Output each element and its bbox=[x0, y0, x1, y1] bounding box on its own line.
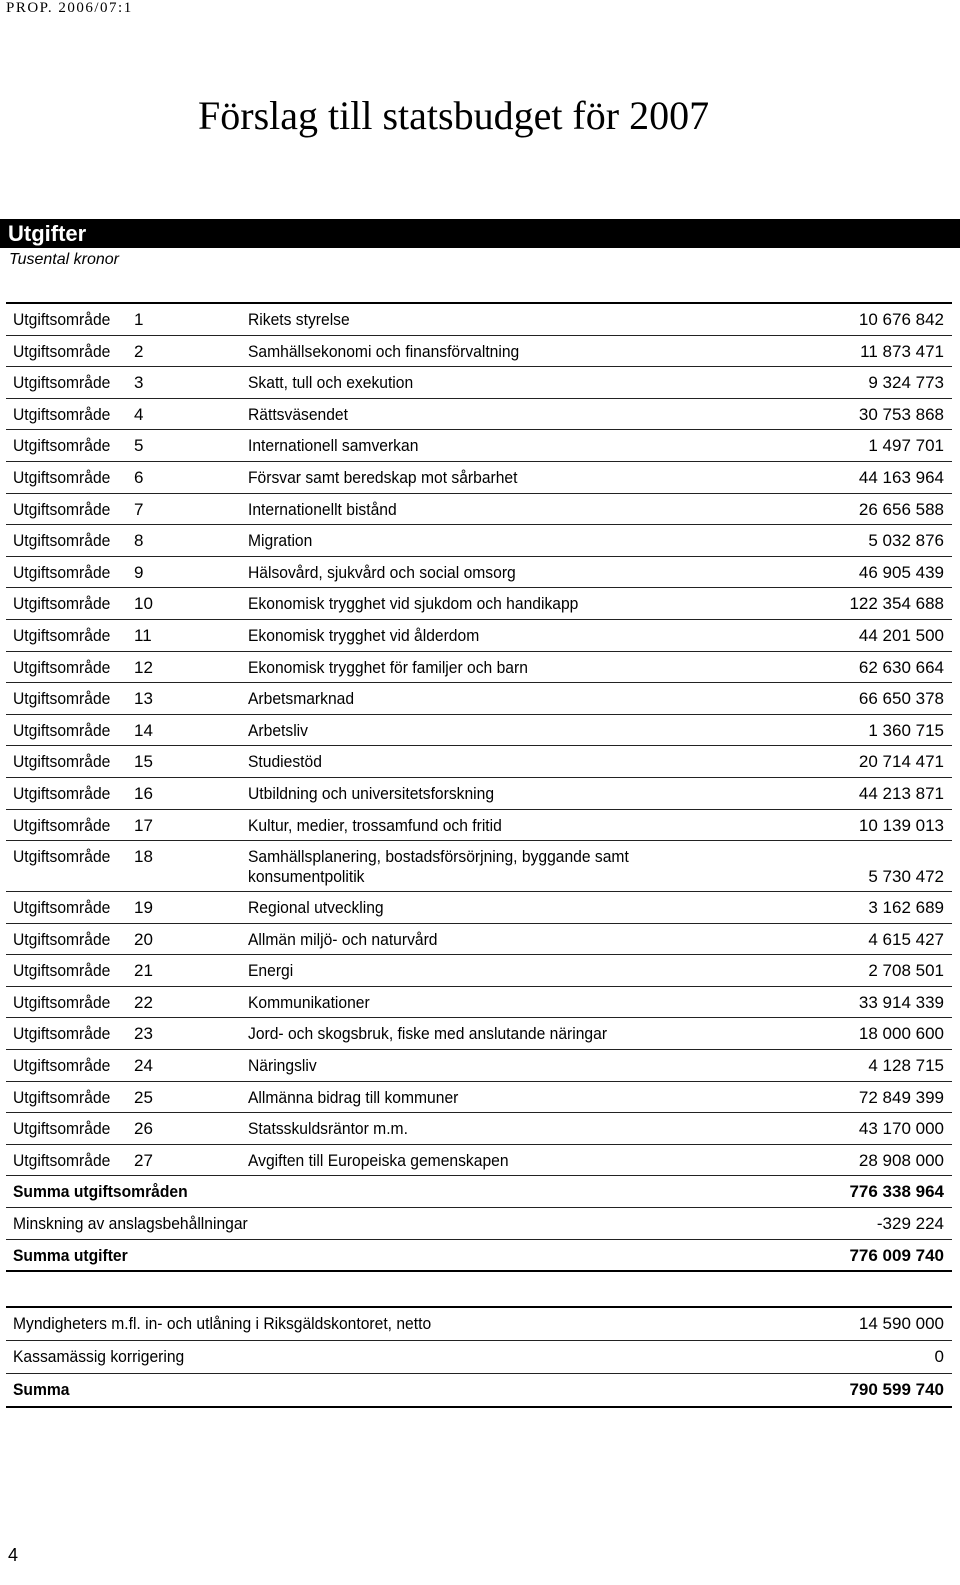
table-row bbox=[6, 494, 952, 526]
area-amount: 5 730 472 bbox=[868, 867, 944, 887]
table-row bbox=[6, 746, 952, 778]
lending-label: Myndigheters m.fl. in- och utlåning i Riksgäldskontoret, netto bbox=[13, 1314, 432, 1333]
area-description: Migration bbox=[248, 531, 313, 551]
area-number: 13 bbox=[134, 689, 153, 709]
area-number: 2 bbox=[134, 341, 144, 361]
area-description: Allmän miljö- och naturvård bbox=[248, 929, 438, 949]
area-number: 22 bbox=[134, 992, 153, 1012]
table-row bbox=[6, 620, 952, 652]
page-title: Förslag till statsbudget för 2007 bbox=[198, 93, 710, 138]
lending-amount: 14 590 000 bbox=[858, 1314, 944, 1333]
area-number: 5 bbox=[134, 436, 144, 456]
area-amount: 44 201 500 bbox=[858, 625, 944, 645]
area-label: Utgiftsområde bbox=[13, 689, 111, 709]
area-label: Utgiftsområde bbox=[13, 961, 111, 981]
area-number: 9 bbox=[134, 562, 144, 582]
area-number: 14 bbox=[134, 720, 153, 740]
area-description: Samhällsplanering, bostadsförsörjning, byggande samt konsumentpolitik bbox=[248, 847, 629, 887]
unit-subtitle: Tusental kronor bbox=[9, 251, 119, 268]
area-description: Ekonomisk trygghet för familjer och barn bbox=[248, 657, 528, 677]
document-reference: PROP. 2006/07:1 bbox=[6, 0, 133, 16]
table-row bbox=[6, 367, 952, 399]
lending-row bbox=[6, 1374, 952, 1408]
summary-label: Summa utgiftsområden bbox=[13, 1182, 188, 1202]
area-amount: 10 139 013 bbox=[858, 815, 944, 835]
area-label: Utgiftsområde bbox=[13, 467, 111, 487]
lending-label: Summa bbox=[13, 1380, 70, 1399]
area-description: Regional utveckling bbox=[248, 898, 384, 918]
area-label: Utgiftsområde bbox=[13, 1087, 111, 1107]
area-number: 11 bbox=[134, 625, 152, 645]
area-number: 26 bbox=[134, 1119, 153, 1139]
area-amount: 30 753 868 bbox=[858, 404, 944, 424]
area-description: Energi bbox=[248, 961, 294, 981]
area-number: 18 bbox=[134, 847, 153, 867]
summary-amount: 776 338 964 bbox=[849, 1182, 944, 1202]
summary-amount: 776 009 740 bbox=[849, 1245, 944, 1265]
area-number: 6 bbox=[134, 467, 144, 487]
area-number: 19 bbox=[134, 898, 153, 918]
area-amount: 62 630 664 bbox=[858, 657, 944, 677]
area-description: Jord- och skogsbruk, fiske med anslutande näringar bbox=[248, 1024, 608, 1044]
area-number: 20 bbox=[134, 929, 153, 949]
table-row bbox=[6, 399, 952, 431]
area-number: 27 bbox=[134, 1150, 153, 1170]
table-row bbox=[6, 1113, 952, 1145]
table-row bbox=[6, 1018, 952, 1050]
area-amount: 1 497 701 bbox=[868, 436, 944, 456]
area-label: Utgiftsområde bbox=[13, 1119, 111, 1139]
table-row bbox=[6, 810, 952, 842]
area-label: Utgiftsområde bbox=[13, 404, 111, 424]
area-label: Utgiftsområde bbox=[13, 436, 111, 456]
area-amount: 44 163 964 bbox=[858, 467, 944, 487]
area-number: 15 bbox=[134, 752, 153, 772]
area-label: Utgiftsområde bbox=[13, 562, 111, 582]
table-row bbox=[6, 892, 952, 924]
area-description: Internationellt bistånd bbox=[248, 499, 397, 519]
table-row bbox=[6, 525, 952, 557]
area-label: Utgiftsområde bbox=[13, 898, 111, 918]
area-amount: 9 324 773 bbox=[868, 373, 944, 393]
area-description: Allmänna bidrag till kommuner bbox=[248, 1087, 459, 1107]
section-header-bar bbox=[0, 219, 960, 248]
table-row bbox=[6, 1050, 952, 1082]
area-number: 25 bbox=[134, 1087, 153, 1107]
area-label: Utgiftsområde bbox=[13, 310, 111, 329]
area-label: Utgiftsområde bbox=[13, 373, 111, 393]
lending-table bbox=[6, 1306, 952, 1408]
area-description: Internationell samverkan bbox=[248, 436, 419, 456]
area-number: 21 bbox=[134, 961, 153, 981]
area-description: Arbetsliv bbox=[248, 720, 308, 740]
area-amount: 1 360 715 bbox=[868, 720, 944, 740]
area-number: 16 bbox=[134, 783, 153, 803]
table-row bbox=[6, 924, 952, 956]
area-amount: 66 650 378 bbox=[858, 689, 944, 709]
area-amount: 2 708 501 bbox=[868, 961, 944, 981]
area-amount: 44 213 871 bbox=[858, 783, 944, 803]
area-label: Utgiftsområde bbox=[13, 992, 111, 1012]
area-label: Utgiftsområde bbox=[13, 531, 111, 551]
table-row bbox=[6, 588, 952, 620]
area-label: Utgiftsområde bbox=[13, 929, 111, 949]
table-row bbox=[6, 652, 952, 684]
area-description: Samhällsekonomi och finansförvaltning bbox=[248, 341, 520, 361]
lending-amount: 0 bbox=[934, 1347, 944, 1366]
summary-label: Minskning av anslagsbehållningar bbox=[13, 1214, 248, 1234]
table-row bbox=[6, 304, 952, 336]
area-amount: 18 000 600 bbox=[858, 1024, 944, 1044]
area-label: Utgiftsområde bbox=[13, 657, 111, 677]
page-number: 4 bbox=[8, 1545, 19, 1565]
lending-row bbox=[6, 1308, 952, 1341]
area-label: Utgiftsområde bbox=[13, 594, 111, 614]
summary-row bbox=[6, 1208, 952, 1240]
area-amount: 46 905 439 bbox=[858, 562, 944, 582]
area-description: Hälsovård, sjukvård och social omsorg bbox=[248, 562, 516, 582]
area-description: Försvar samt beredskap mot sårbarhet bbox=[248, 467, 518, 487]
summary-amount: -329 224 bbox=[876, 1214, 944, 1234]
area-description: Ekonomisk trygghet vid ålderdom bbox=[248, 625, 480, 645]
lending-amount: 790 599 740 bbox=[849, 1380, 944, 1399]
area-amount: 20 714 471 bbox=[858, 752, 944, 772]
area-description: Skatt, tull och exekution bbox=[248, 373, 414, 393]
area-description: Utbildning och universitetsforskning bbox=[248, 783, 495, 803]
table-row bbox=[6, 1082, 952, 1114]
area-amount: 33 914 339 bbox=[858, 992, 944, 1012]
area-number: 24 bbox=[134, 1056, 153, 1076]
area-description: Kultur, medier, trossamfund och fritid bbox=[248, 815, 502, 835]
area-description: Kommunikationer bbox=[248, 992, 370, 1012]
area-number: 10 bbox=[134, 594, 153, 614]
area-label: Utgiftsområde bbox=[13, 625, 111, 645]
section-label: Utgifter bbox=[8, 221, 87, 246]
summary-row bbox=[6, 1240, 952, 1273]
lending-row bbox=[6, 1341, 952, 1374]
area-number: 7 bbox=[134, 499, 144, 519]
area-amount: 4 615 427 bbox=[868, 929, 944, 949]
area-number: 23 bbox=[134, 1024, 153, 1044]
area-label: Utgiftsområde bbox=[13, 783, 111, 803]
area-amount: 3 162 689 bbox=[868, 898, 944, 918]
area-description: Avgiften till Europeiska gemenskapen bbox=[248, 1150, 509, 1170]
area-label: Utgiftsområde bbox=[13, 499, 111, 519]
summary-label: Summa utgifter bbox=[13, 1245, 128, 1265]
area-description: Rättsväsendet bbox=[248, 404, 348, 424]
area-label: Utgiftsområde bbox=[13, 1150, 111, 1170]
table-row bbox=[6, 557, 952, 589]
table-row bbox=[6, 715, 952, 747]
area-number: 3 bbox=[134, 373, 144, 393]
area-label: Utgiftsområde bbox=[13, 752, 111, 772]
area-amount: 11 873 471 bbox=[860, 341, 944, 361]
area-description: Rikets styrelse bbox=[248, 310, 350, 329]
table-row bbox=[6, 1145, 952, 1177]
area-label: Utgiftsområde bbox=[13, 815, 111, 835]
table-row bbox=[6, 955, 952, 987]
table-row bbox=[6, 778, 952, 810]
area-number: 12 bbox=[134, 657, 153, 677]
area-description: Studiestöd bbox=[248, 752, 322, 772]
table-row bbox=[6, 987, 952, 1019]
area-label: Utgiftsområde bbox=[13, 341, 111, 361]
area-label: Utgiftsområde bbox=[13, 1024, 111, 1044]
area-amount: 28 908 000 bbox=[858, 1150, 944, 1170]
area-number: 8 bbox=[134, 531, 144, 551]
area-amount: 72 849 399 bbox=[858, 1087, 944, 1107]
area-label: Utgiftsområde bbox=[13, 720, 111, 740]
area-label: Utgiftsområde bbox=[13, 847, 111, 867]
area-label: Utgiftsområde bbox=[13, 1056, 111, 1076]
area-amount: 43 170 000 bbox=[858, 1119, 944, 1139]
summary-row bbox=[6, 1176, 952, 1208]
area-description: Arbetsmarknad bbox=[248, 689, 355, 709]
table-row bbox=[6, 683, 952, 715]
area-amount: 4 128 715 bbox=[868, 1056, 944, 1076]
table-row bbox=[6, 336, 952, 368]
area-description: Näringsliv bbox=[248, 1056, 317, 1076]
area-description: Statsskuldsräntor m.m. bbox=[248, 1119, 408, 1139]
area-number: 1 bbox=[134, 310, 144, 329]
area-amount: 5 032 876 bbox=[868, 531, 944, 551]
table-row bbox=[6, 462, 952, 494]
area-description: Ekonomisk trygghet vid sjukdom och handikapp bbox=[248, 594, 579, 614]
table-row bbox=[6, 841, 952, 892]
table-row bbox=[6, 430, 952, 462]
expenditure-table bbox=[6, 302, 952, 1272]
area-amount: 10 676 842 bbox=[858, 310, 944, 329]
lending-label: Kassamässig korrigering bbox=[13, 1347, 185, 1366]
area-amount: 26 656 588 bbox=[858, 499, 944, 519]
area-number: 4 bbox=[134, 404, 144, 424]
area-number: 17 bbox=[134, 815, 153, 835]
area-amount: 122 354 688 bbox=[849, 594, 944, 614]
